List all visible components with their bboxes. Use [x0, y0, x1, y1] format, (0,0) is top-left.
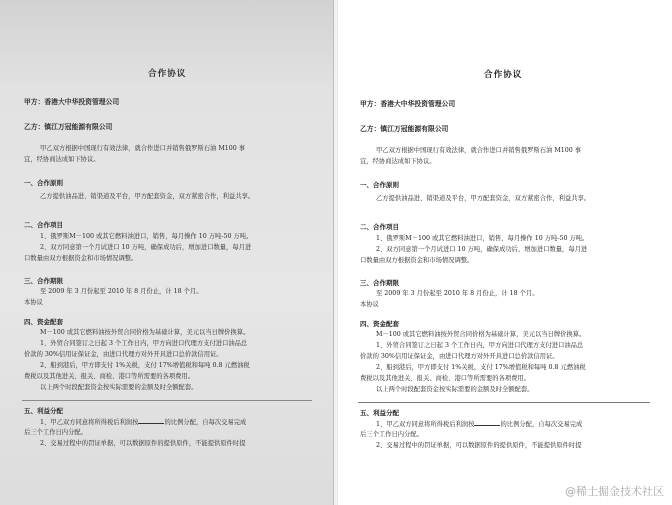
section-5-item-1-pre: 1、甲乙双方同意将所得税后利润按	[40, 419, 139, 426]
section-5-item-1	[376, 420, 582, 429]
section-4-line: 以上两个时段配套资金按实际需要的金额及时全额配套。	[40, 384, 198, 391]
intro-line: 宜，经协商达成如下协议。	[360, 158, 436, 165]
section-2-item-1: 1、俄罗斯M－100 或其它燃料油进口，销售，每月操作 10 万吨-50 万吨。	[40, 233, 253, 240]
section-5-item-2: 2、交易过程中的罚证单据，可以数据原件的提供原件，不能提供原件时提	[40, 440, 246, 447]
section-4-title: 四、资金配套	[360, 320, 399, 328]
section-4-line: 1、外贸合同签订之日起 3 个工作日内，甲方向进口代理方支付进口油品总	[40, 340, 248, 347]
intro-line: 宜，经协商达成如下协议。	[24, 156, 100, 163]
section-4-line: 价款的 30%信用证保证金，由进口代理方对外开具进口总价款信用证。	[360, 353, 559, 360]
section-1-body: 乙方提供油品进、销渠道及平台，甲方配套资金，双方紧密合作，利益共享。	[376, 195, 591, 202]
section-3-body: 至 2009 年 3 月份起至 2010 年 8 月份止，计 18 个月。	[376, 290, 539, 297]
blank-field	[474, 420, 500, 426]
section-4-title: 四、资金配套	[24, 318, 63, 326]
watermark: @稀土掘金技术社区	[565, 485, 664, 498]
section-2-item-2: 口数量由双方根据资金和市场情况调整。	[24, 255, 138, 262]
blank-field	[138, 418, 164, 424]
document-title: 合作协议	[484, 70, 523, 80]
scanned-page-enhanced	[337, 0, 672, 505]
section-4-line: 2、船到港后，甲方即支付 1%关税，支付 17%增值税和每吨 0.8 元燃油税	[40, 362, 250, 369]
section-3-body: 至 2009 年 3 月份起至 2010 年 8 月份止，计 18 个月。	[40, 288, 203, 295]
section-2-item-1: 1、俄罗斯M－100 或其它燃料油进口，销售，每月操作 10 万吨-50 万吨。	[376, 235, 589, 242]
scanned-page-original	[0, 0, 334, 505]
section-4-line: 以上两个时段配套资金按实际需要的金额及时全额配套。	[376, 386, 534, 393]
section-1-title: 一、合作原则	[24, 179, 63, 187]
section-3-title: 三、合作期限	[360, 279, 399, 287]
section-divider	[358, 402, 650, 403]
party-b: 乙方：镇江万冠能源有限公司	[24, 123, 113, 131]
party-a: 甲方：香港大中华投资管理公司	[24, 98, 120, 106]
section-2-item-2: 口数量由双方根据资金和市场情况调整。	[360, 257, 474, 264]
section-5-item-1-line2: 后三个工作日内分配。	[360, 431, 423, 438]
section-5-item-1-pre: 1、甲乙双方同意将所得税后利润按	[376, 421, 475, 428]
section-5-item-1-line2: 后三个工作日内分配。	[24, 429, 87, 436]
section-2-title: 二、合作项目	[360, 223, 399, 231]
section-3-tail: 本协议	[24, 299, 43, 306]
party-b: 乙方：镇江万冠能源有限公司	[360, 125, 449, 133]
section-divider	[22, 400, 312, 401]
section-2-title: 二、合作项目	[24, 221, 63, 229]
section-4-line: 费税以及其他进关、报关、商检、港口等所需要的各项费用。	[360, 375, 531, 382]
section-5-title: 五、利益分配	[360, 409, 399, 417]
section-5-item-1-post: 的比例分配，自每次交易完成	[500, 421, 583, 428]
section-5-title: 五、利益分配	[24, 407, 63, 415]
document-title: 合作协议	[148, 69, 187, 79]
section-4-line: M－100 或其它燃料油按外贸合同价格为基础计算，美元以当日牌价换算。	[376, 331, 586, 338]
party-a: 甲方：香港大中华投资管理公司	[360, 100, 456, 108]
section-2-item-2: 2、双方同意第一个月试进口 10 万吨，确保成功后，增加进口数量，每月进	[40, 244, 252, 251]
section-4-line: 费税以及其他进关、报关、商检、港口等所需要的各项费用。	[24, 373, 195, 380]
section-4-line: 价款的 30%信用证保证金，由进口代理方对外开具进口总价款信用证。	[24, 351, 223, 358]
intro-line: 甲乙双方根据中国现行有效法律，就合作进口并销售俄罗斯石油 M100 事	[376, 147, 582, 154]
section-5-item-1	[40, 418, 246, 427]
intro-line: 甲乙双方根据中国现行有效法律，就合作进口并销售俄罗斯石油 M100 事	[40, 145, 246, 152]
section-3-tail: 本协议	[360, 301, 379, 308]
section-4-line: M－100 或其它燃料油按外贸合同价格为基础计算，美元以当日牌价换算。	[40, 329, 250, 336]
section-3-title: 三、合作期限	[24, 277, 63, 285]
section-1-body: 乙方提供油品进、销渠道及平台，甲方配套资金，双方紧密合作，利益共享。	[40, 193, 255, 200]
section-1-title: 一、合作原则	[360, 181, 399, 189]
section-5-item-1-post: 的比例分配，自每次交易完成	[164, 419, 247, 426]
section-2-item-2: 2、双方同意第一个月试进口 10 万吨，确保成功后，增加进口数量，每月进	[376, 246, 588, 253]
section-4-line: 1、外贸合同签订之日起 3 个工作日内，甲方向进口代理方支付进口油品总	[376, 342, 584, 349]
section-4-line: 2、船到港后，甲方即支付 1%关税，支付 17%增值税和每吨 0.8 元燃油税	[376, 364, 586, 371]
section-5-item-2: 2、交易过程中的罚证单据，可以数据原件的提供原件，不能提供原件时提	[376, 442, 582, 449]
